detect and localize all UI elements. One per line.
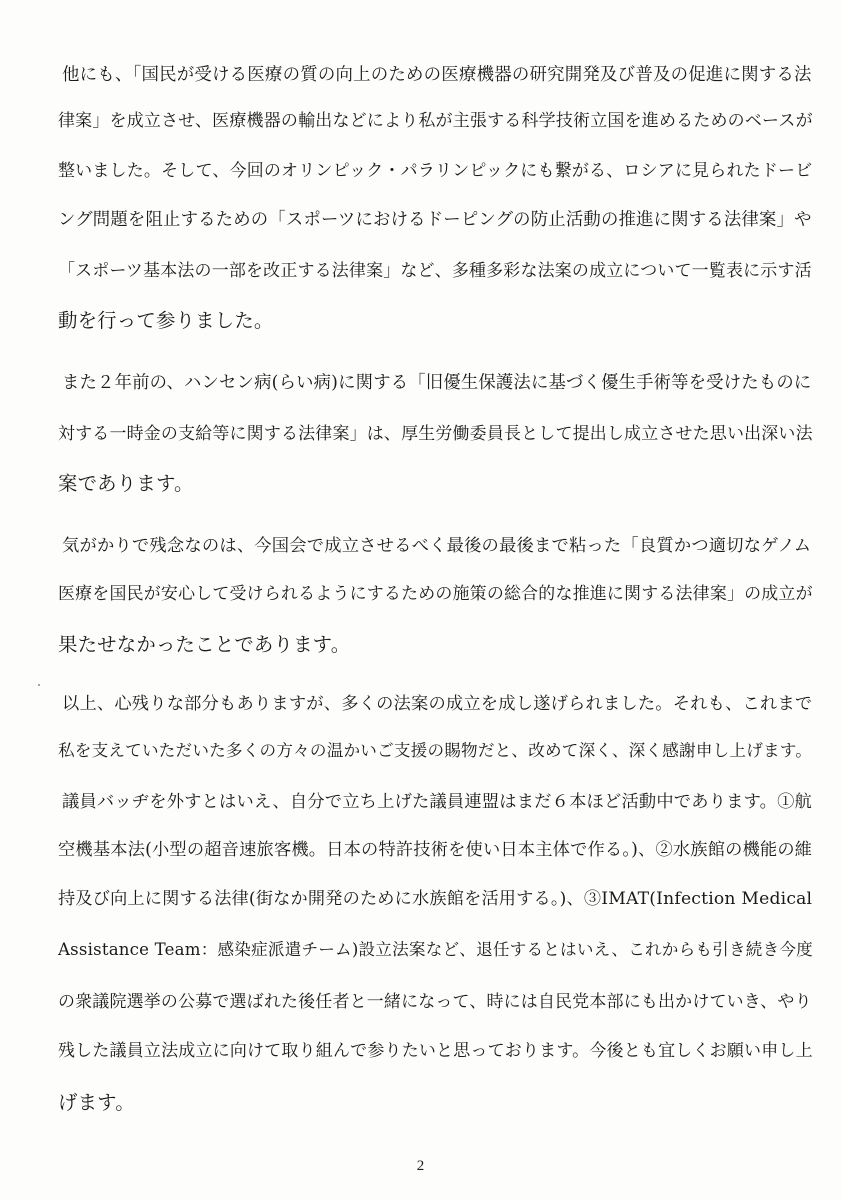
text-line: Assistance Team：感染症派遣チーム)設立法案など、退任するとはいえ、これからも引き続き今度 xyxy=(58,940,813,959)
text-line: 医療を国民が安心して受けられるようにするための施策の総合的な推進に関する法律案」の成立が xyxy=(58,583,813,603)
text-line: 対する一時金の支給等に関する法律案」は、厚生労働委員長として提出し成立させた思い出深い法 xyxy=(58,423,813,443)
text-line: 他にも、「国民が受ける医療の質の向上のための医療機器の研究開発及び普及の促進に関する法 xyxy=(62,65,812,85)
text-line: 案であります。 xyxy=(58,472,194,495)
text-line: 持及び向上に関する法律(街なか開発のために水族館を活用する。)、③IMAT(Infection Medical xyxy=(58,889,813,909)
text-line: 「スポーツ基本法の一部を改正する法律案」など、多種多彩な法案の成立について一覧表に示す活 xyxy=(58,260,812,280)
text-line: ング問題を阻止するための「スポーツにおけるドーピングの防止活動の推進に関する法律案」や xyxy=(58,210,812,230)
text-line: 私を支えていただいた多くの方々の温かいご支援の賜物だと、改めて深く、深く感謝申し上げます。 xyxy=(58,741,813,760)
text-line: 空機基本法(小型の超音速旅客機。日本の特許技術を使い日本主体で作る。)、②水族館の機能の維 xyxy=(58,840,813,860)
text-line: の衆議院選挙の公募で選ばれた後任者と一緒になって、時には自民党本部にも出かけていき、やり xyxy=(58,991,812,1011)
text-line: 整いました。そして、今回のオリンピック・パラリンピックにも繋がる、ロシアに見られたドービ xyxy=(58,161,813,181)
text-line: また２年前の、ハンセン病(らい病)に関する「旧優生保護法に基づく優生手術等を受けたものに xyxy=(62,373,812,393)
text-line: 議員バッヂを外すとはいえ、自分で立ち上げた議員連盟はまだ６本ほど活動中であります。①航 xyxy=(62,792,813,812)
text-line: 果たせなかったことであります。 xyxy=(58,633,351,656)
text-line: 律案」を成立させ、医療機器の輸出などにより私が主張する科学技術立国を進めるためのベースが xyxy=(58,111,813,131)
text-line: 気がかりで残念なのは、今国会で成立させるべく最後の最後まで粘った「良質かつ適切なゲノム xyxy=(62,536,812,556)
text-line: 動を行って参りました。 xyxy=(58,309,274,332)
text-line: げます。 xyxy=(58,1091,135,1114)
text-line: 以上、心残りな部分もありますが、多くの法案の成立を成し遂げられました。それも、これまで xyxy=(62,694,813,714)
text-line: 残した議員立法成立に向けて取り組んで参りたいと思っております。今後とも宜しくお願い申し上 xyxy=(58,1041,813,1061)
scan-speck xyxy=(38,684,40,686)
page-number: 2 xyxy=(416,1158,425,1174)
